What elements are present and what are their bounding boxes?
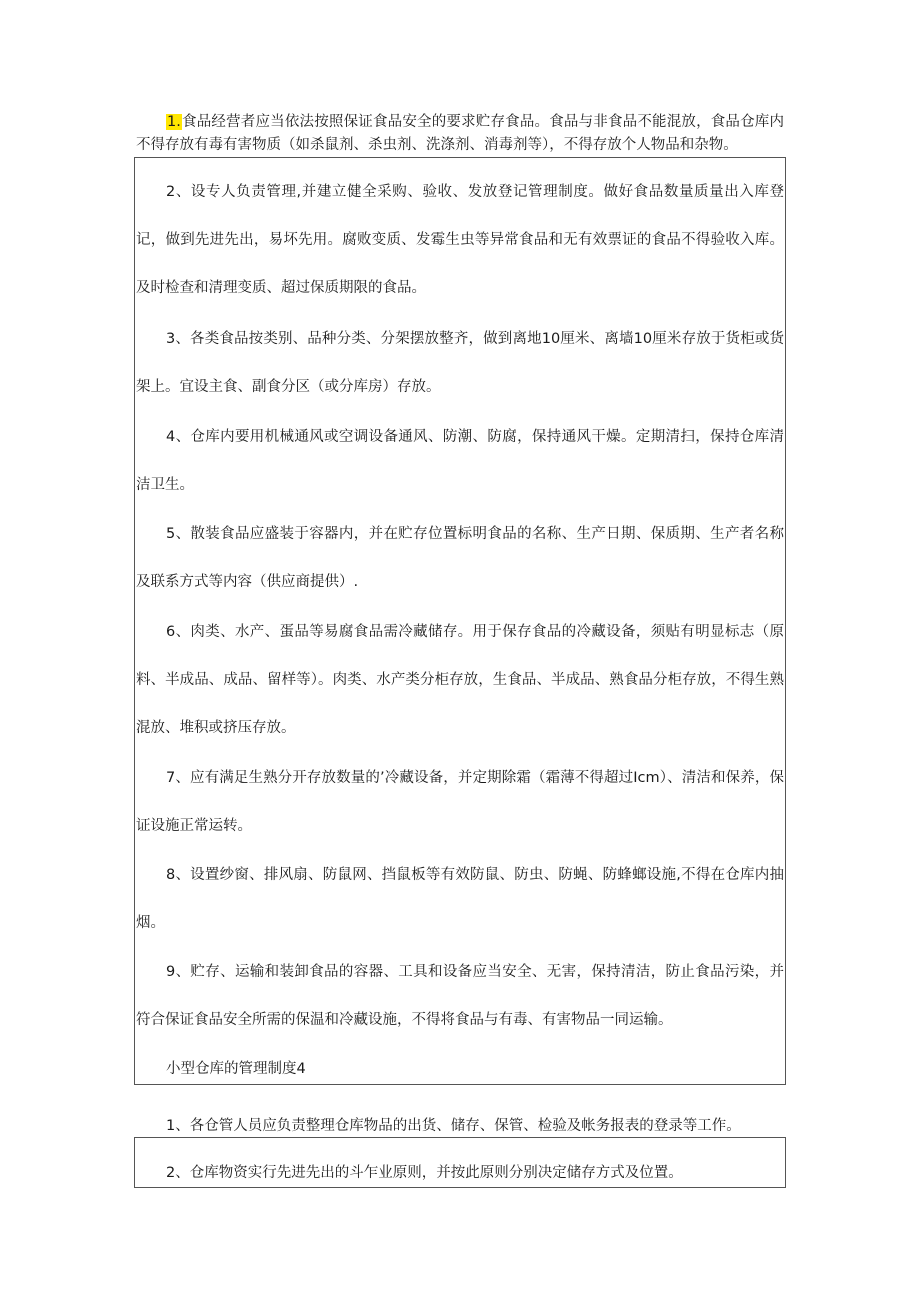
rule-9: 9、贮存、运输和装卸食品的容器、工具和设备应当安全、无害，保持清洁，防止食品污染，并符合保证食品安全所需的保温和冷藏设施，不得将食品与有毒、有害物品一同运输。 — [136, 964, 784, 1028]
highlight-number: 1. — [167, 114, 181, 130]
section-rule-1: 1、各仓管人员应负责整理仓库物品的出货、储存、保管、检验及帐务报表的登录等工作。 — [166, 1118, 741, 1134]
rule-6: 6、肉类、水产、蛋品等易腐食品需冷藏储存。用于保存食品的冷藏设备，须贴有明显标志（原料、半成品、成品、留样等）。肉类、水产类分柜存放，生食品、半成品、熟食品分柜存放，不得生熟混放、堆积或挤压存放。 — [136, 624, 784, 736]
section-title: 小型仓库的管理制度4 — [166, 1061, 306, 1077]
intro-paragraph — [136, 111, 784, 157]
intro-text: 食品经营者应当依法按照保证食品安全的要求贮存食品。食品与非食品不能混放，食品仓库内不得存放有毒有害物质（如杀鼠剂、杀虫剂、洗涤剂、消毒剂等），不得存放个人物品和杂物。 — [136, 114, 784, 153]
rule-7: 7、应有满足生熟分开存放数量的’冷藏设备，并定期除霜（霜薄不得超过Icm）、清洁和保养，保证设施正常运转。 — [136, 770, 784, 834]
rule-4: 4、仓库内要用机械通风或空调设备通风、防潮、防腐，保持通风干燥。定期清扫，保持仓库清洁卫生。 — [136, 429, 784, 493]
rule-2: 2、设专人负责管理,并建立健全采购、验收、发放登记管理制度。做好食品数量质量出入库登记，做到先进先出，易坏先用。腐败变质、发霉生虫等异常食品和无有效票证的食品不得验收入库。及时检查和清理变质、超过保质期限的食品。 — [136, 184, 784, 296]
rule-5: 5、散装食品应盛装于容器内，并在贮存位置标明食品的名称、生产日期、保质期、生产者名称及联系方式等内容（供应商提供）. — [136, 526, 784, 590]
rule-8: 8、设置纱窗、排风扇、防鼠网、挡鼠板等有效防鼠、防虫、防蝇、防蜂螂设施,不得在仓库内抽烟。 — [136, 867, 784, 931]
rule-3: 3、各类食品按类别、品种分类、分架摆放整齐，做到离地10厘米、离墙10厘米存放于货柜或货架上。宜设主食、副食分区（或分库房）存放。 — [136, 331, 784, 395]
section-rule-2: 2、仓库物资实行先进先出的斗乍业原则，并按此原则分别决定储存方式及位置。 — [166, 1165, 683, 1181]
